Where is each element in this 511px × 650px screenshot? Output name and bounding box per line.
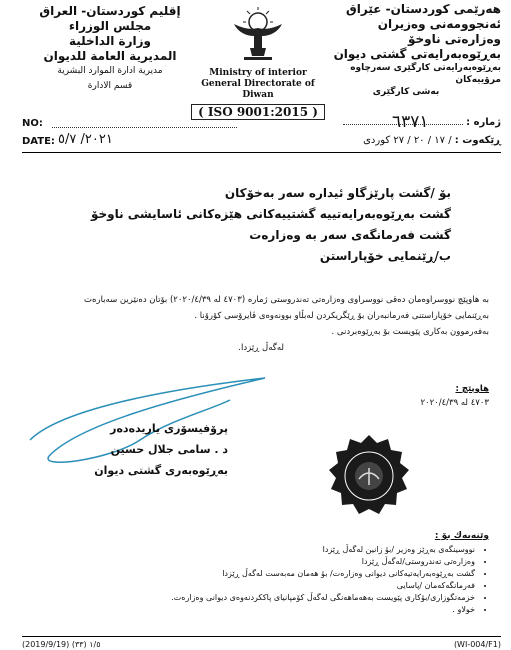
zhmara-label: ژمارە :	[466, 117, 501, 128]
ministry-emblem-block	[188, 6, 328, 120]
signature-title: پرۆفیسۆری یاریدەدەر	[110, 422, 228, 435]
directorate-name: General Directorate of Diwan	[201, 79, 315, 100]
header-arabic-line: وزارة الداخلية	[68, 34, 152, 48]
footer	[22, 640, 501, 650]
cc-item: • وەزارەتی تەندروستی/لەگەڵ ڕێزدا	[29, 556, 475, 568]
header-arabic-line: إقليم كوردستان- العراق	[39, 4, 181, 18]
header-arabic-line: المديرية العامة للديوان	[43, 49, 177, 63]
subject-line: ب/ڕێنمایی خۆپاراستن	[319, 249, 451, 263]
cc-list	[29, 544, 489, 616]
cc-item: • فەرمانگەكەمان /پاسایی	[29, 580, 475, 592]
header-kurdish-block	[311, 2, 501, 98]
attachment-text: ٤٧٠٣ لە ٢٠٢٠/٤/٣٩	[420, 398, 489, 408]
header-divider	[22, 152, 501, 153]
official-seal-icon	[323, 433, 415, 521]
body-line: بەفەرموون بەكاری پێویست بۆ بەڕێوەبردنی .	[331, 327, 489, 337]
attachment-label: هاوپێچ :	[455, 384, 489, 394]
signature-position: بەڕێوەبەری گشتی دیوان	[94, 464, 228, 477]
cc-item: • خولاو .	[29, 604, 475, 616]
signature-block	[68, 418, 228, 481]
footer-divider	[22, 636, 501, 637]
body-line: بەڕێنمایی خۆپاراستنی فەرمانبەران بۆ ڕێگریكردن لەبڵاو بوونەوەی ڤایرۆسی كۆرۆنا .	[194, 311, 489, 321]
footer-form-date: (2019/9/19) ١/٥ (٣٣)	[22, 640, 101, 649]
header-kurdish-line: هەرێمی كوردستان- عێراق	[346, 2, 501, 16]
recipient-line: گشت فەرمانگەی سەر بە وەزارەت	[249, 228, 451, 242]
zhmara-row	[201, 117, 501, 128]
signature-name: د . سامی جلال حسین	[110, 443, 228, 456]
rekewt-value: / ١٧ / ٢٠ / ٢٧ كوردی	[363, 135, 452, 146]
no-label: NO:	[22, 118, 43, 129]
letter-body	[19, 292, 489, 356]
kurdistan-emblem-icon	[228, 6, 288, 64]
date-label: DATE:	[22, 136, 55, 147]
closing-line: لەگەڵ ڕێزدا.	[238, 343, 284, 353]
header-arabic-line: مجلس الوزراء	[68, 19, 152, 33]
header-arabic-subline: قسم الادارة	[87, 81, 133, 91]
date-value-handwritten: ٢٠٢١/ ٥/٧	[58, 132, 113, 147]
iso-certificate: ( ISO 9001:2015 )	[191, 104, 325, 120]
recipient-line: گشت بەڕێوەبەرایەتییە گشتییەكانی هێزەكانی ئاسایشی ناوخۆ	[90, 207, 451, 221]
rekewt-label: ڕێكەوت :	[454, 135, 501, 146]
footer-form-code: (WI-004/F1)	[453, 640, 501, 649]
header-kurdish-subline: بەشی كارگێری	[372, 87, 440, 97]
header-kurdish-subline: بەڕێوەبەرایەتی كارگێری سەرچاوە مرۆییەكان	[350, 63, 501, 85]
header-arabic-subline: مديرية ادارة الموارد البشرية	[57, 66, 163, 76]
header-kurdish-line: ئەنجوومەنی وەزیران	[377, 17, 501, 31]
header-kurdish-line: وەزارەتی ناوخۆ	[407, 32, 501, 46]
ministry-name: Ministry of interior	[209, 68, 307, 78]
rekewt-row	[281, 135, 501, 146]
cc-block	[29, 530, 489, 616]
attachment-block	[289, 382, 489, 410]
header-arabic-block	[30, 4, 190, 94]
cc-item: • خزمەتگوزاری/بۆكاری پێویست بەهەماهەنگی لەگەڵ كۆمپانیای پاككردنەوەی دیوانی وەزارەت.	[29, 592, 475, 604]
cc-item: • نووسینگەی بەڕێز وەزیر /بۆ زانین لەگەڵ ڕێزدا	[29, 544, 475, 556]
recipient-line: بۆ /گشت پارێزگاو ئیدارە سەر بەخۆكان	[224, 186, 451, 200]
cc-label: وێنەیەك بۆ :	[434, 531, 489, 541]
body-line: بە هاوپێچ نووسراوەمان دەقی نووسراوی وەزارەتی تەندروستی ژمارە (٤٧٠٣ لە ٢٠٢٠/٤/٣٩) بۆتان دەنێرین سەبارەت	[84, 295, 489, 305]
cc-item: • گشت بەڕێوەبەرایەتیەكانی دیوانی وەزارەت/ بۆ هەمان مەبەست لەگەڵ ڕێزدا	[29, 568, 475, 580]
header-kurdish-line: بەڕێوەبەرایەتی گشتی دیوان	[333, 47, 501, 61]
no-value-handwritten: ٦٣٧١	[392, 112, 429, 132]
recipient-block	[51, 183, 451, 267]
